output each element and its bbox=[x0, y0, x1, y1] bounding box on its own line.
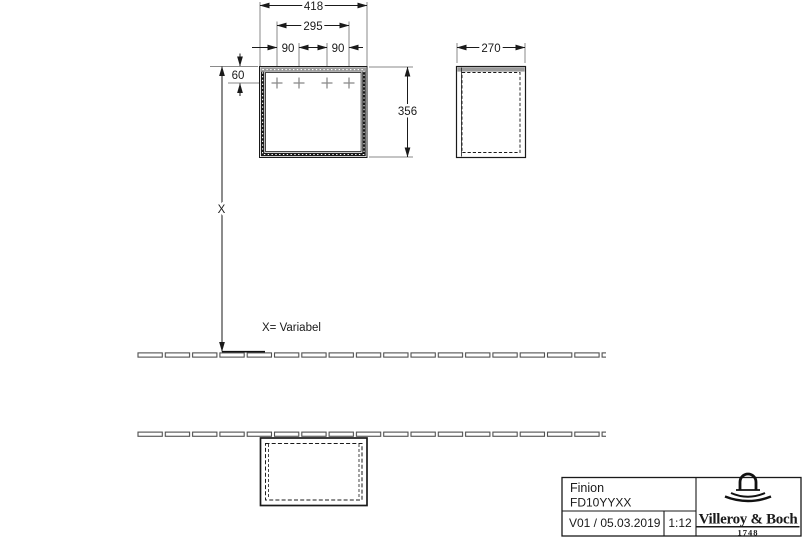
dim-label-height: 356 bbox=[397, 106, 418, 118]
dim-total-width bbox=[260, 1, 367, 66]
drawing-scale: 1:12 bbox=[668, 516, 692, 530]
dim-label-hole-offset-right: 90 bbox=[331, 42, 345, 55]
dim-label-hole-span: 295 bbox=[303, 20, 323, 33]
version-date: V01 / 05.03.2019 bbox=[569, 516, 661, 530]
title-block bbox=[562, 474, 801, 537]
dim-label-variable-height: X bbox=[217, 204, 226, 216]
dim-label-hole-top-offset: 60 bbox=[231, 70, 245, 82]
article-number: FD10YYXX bbox=[570, 495, 632, 510]
variable-height-note: X= Variabel bbox=[262, 322, 321, 334]
brand-founded-year: 1748 bbox=[737, 527, 759, 537]
product-name: Finion bbox=[570, 481, 605, 495]
floor-line-upper bbox=[137, 352, 606, 358]
dim-depth bbox=[457, 43, 525, 63]
top-panel-edge bbox=[457, 67, 524, 71]
dim-label-hole-offset-left: 90 bbox=[281, 42, 295, 55]
dim-label-depth: 270 bbox=[481, 42, 501, 55]
dim-label-total-width: 418 bbox=[303, 0, 324, 13]
floor-line-lower bbox=[137, 431, 606, 437]
brand-logo-text: Villeroy & Boch bbox=[698, 511, 798, 528]
cabinet-side-view bbox=[457, 67, 526, 158]
dim-height bbox=[369, 67, 417, 157]
cabinet-plan-view bbox=[261, 438, 368, 506]
cabinet-front-view bbox=[260, 67, 368, 158]
dim-variable-height bbox=[218, 67, 226, 352]
